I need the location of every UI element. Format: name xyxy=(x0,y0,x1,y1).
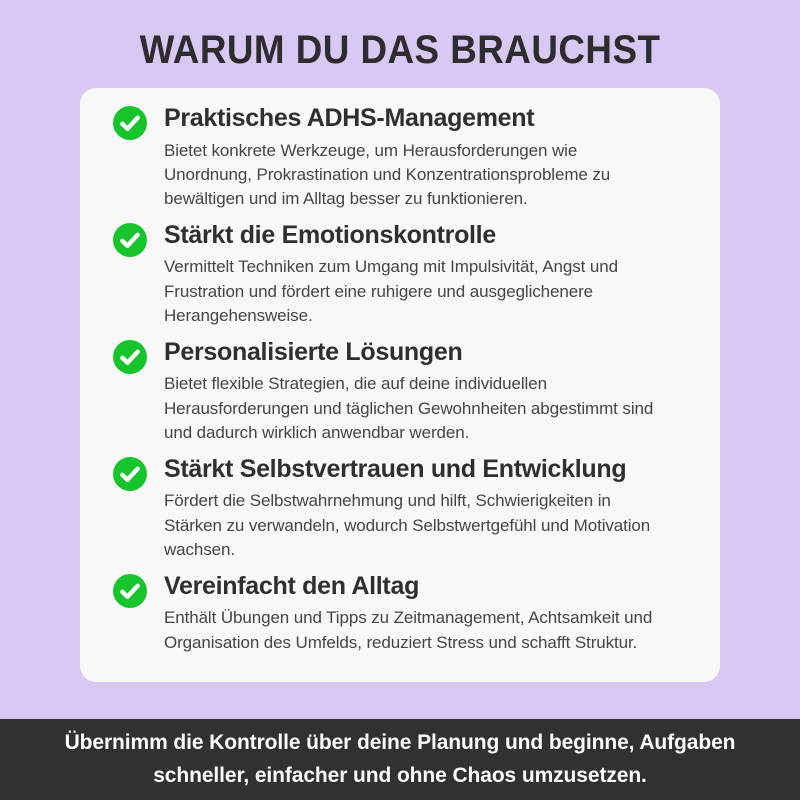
benefit-text xyxy=(164,455,666,563)
benefit-heading: Stärkt die Emotionskontrolle xyxy=(164,220,496,249)
benefit-text xyxy=(164,338,666,446)
benefit-text xyxy=(164,221,666,329)
footer-banner xyxy=(0,719,800,800)
check-circle-icon xyxy=(113,574,147,608)
benefit-item xyxy=(113,572,682,655)
benefit-text xyxy=(164,572,666,655)
benefit-heading: Praktisches ADHS-Management xyxy=(164,104,535,132)
benefit-description: Vermittelt Techniken zum Umgang mit Impulsivität, Angst und Frustration und fördert eine ruhigere und ausgeglichenere Herangehensweise. xyxy=(164,257,618,326)
check-circle-icon xyxy=(113,223,147,257)
benefit-heading: Stärkt Selbstvertrauen und Entwicklung xyxy=(164,454,627,483)
check-circle-icon xyxy=(113,457,147,491)
benefit-item xyxy=(113,455,682,563)
benefit-heading: Vereinfacht den Alltag xyxy=(164,571,420,600)
benefit-description: Enthält Übungen und Tipps zu Zeitmanagement, Achtsamkeit und Organisation des Umfelds, reduziert Stress und schafft Struktur. xyxy=(164,608,653,652)
benefit-item xyxy=(113,221,682,329)
page-title: WARUM DU DAS BRAUCHST xyxy=(139,28,661,72)
benefit-text xyxy=(164,104,666,212)
footer-text: Übernimm die Kontrolle über deine Planung und beginne, Aufgaben schneller, einfacher und ohne Chaos umzusetzen. xyxy=(64,730,736,787)
benefit-description: Bietet flexible Strategien, die auf deine individuellen Herausforderungen und täglichen Gewohnheiten abgestimmt sind und dadurch wirklich anwendbar werden. xyxy=(164,374,654,443)
benefits-card xyxy=(80,88,720,682)
benefit-item xyxy=(113,104,682,212)
benefit-heading: Personalisierte Lösungen xyxy=(164,337,463,366)
benefit-description: Fördert die Selbstwahrnehmung und hilft, Schwierigkeiten in Stärken zu verwandeln, wodurch Selbstwertgefühl und Motivation wachsen. xyxy=(164,491,651,560)
benefit-description: Bietet konkrete Werkzeuge, um Herausforderungen wie Unordnung, Prokrastination und Konzentrationsprobleme zu bewältigen und im Alltag besser zu funktionieren. xyxy=(164,140,611,209)
check-circle-icon xyxy=(113,340,147,374)
check-circle-icon xyxy=(113,106,147,140)
benefit-item xyxy=(113,338,682,446)
